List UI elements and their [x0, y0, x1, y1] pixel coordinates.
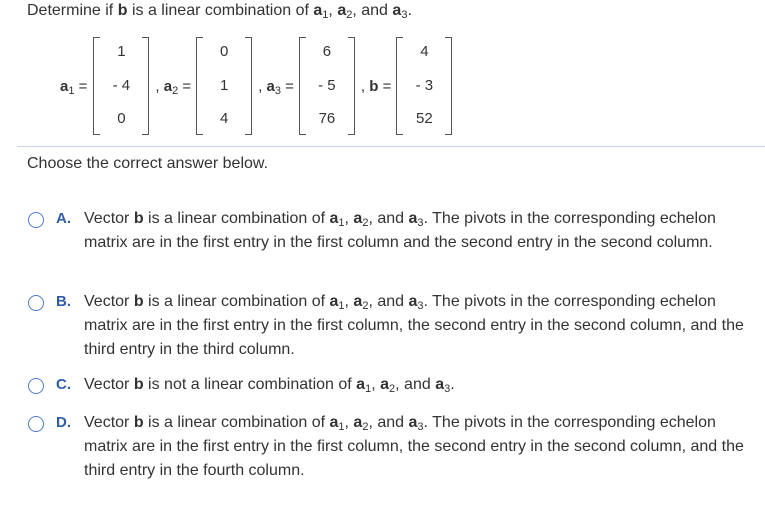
option-letter: D.: [56, 414, 71, 431]
divider: [17, 146, 765, 147]
matrix-entry: 52: [416, 110, 433, 127]
matrix-entry: - 5: [318, 77, 336, 94]
vector-a1: [93, 37, 149, 135]
option-text: Vector b is a linear combination of $a_1$, $a_2$, and $a_3$. The pivots in the corresponding echelon matrix are in the first entry in the first column, the second entry in the second column, and the third entry in the third column.: [84, 293, 744, 358]
vector-a2: [196, 37, 252, 135]
option-text: Vector b is a linear combination of $a_1$, $a_2$, and $a_3$. The pivots in the corresponding echelon matrix are in the first entry in the first column, the second entry in the second column, and the third entry in the fourth column.: [84, 414, 744, 479]
b-label: , b =: [360, 77, 392, 95]
matrix-entry: 76: [318, 110, 336, 127]
matrix-entry: 4: [420, 43, 429, 60]
matrix-entry: 1: [117, 43, 126, 60]
vector-a3: [299, 37, 355, 135]
answer-prompt: Choose the correct answer below.: [27, 155, 269, 172]
option-b[interactable]: [28, 293, 744, 362]
option-letter: C.: [56, 376, 71, 393]
matrix-entry: 6: [322, 43, 332, 60]
matrix-entry: - 3: [415, 77, 434, 94]
question-text: Determine if b is a linear combination of $a_1$, $a_2$, and $a_3$.: [27, 2, 412, 21]
a1-label: $a_1$ =: [60, 77, 88, 97]
matrix-entry: 0: [117, 110, 126, 127]
radio-button[interactable]: [28, 416, 44, 432]
radio-button[interactable]: [28, 295, 44, 311]
option-text: Vector b is a linear combination of $a_1$, $a_2$, and $a_3$. The pivots in the corresponding echelon matrix are in the first entry in the first column and the second entry in the second column.: [84, 210, 716, 251]
a2-label: , $a_2$ =: [155, 77, 192, 97]
radio-button[interactable]: [28, 378, 44, 394]
option-a[interactable]: [28, 210, 744, 255]
vector-b: [396, 37, 452, 135]
matrix-entry: 4: [219, 110, 229, 127]
option-d[interactable]: [28, 414, 744, 483]
radio-button[interactable]: [28, 212, 44, 228]
matrix-entry: - 4: [112, 77, 131, 94]
option-letter: B.: [56, 293, 71, 310]
vector-definitions: [60, 37, 452, 135]
option-text: Vector b is not a linear combination of $a_1$, $a_2$, and $a_3$.: [84, 376, 455, 395]
matrix-entry: 0: [219, 43, 229, 60]
a3-label: , $a_3$ =: [258, 77, 294, 97]
option-c[interactable]: [28, 376, 744, 397]
option-letter: A.: [56, 210, 71, 227]
matrix-entry: 1: [219, 77, 229, 94]
